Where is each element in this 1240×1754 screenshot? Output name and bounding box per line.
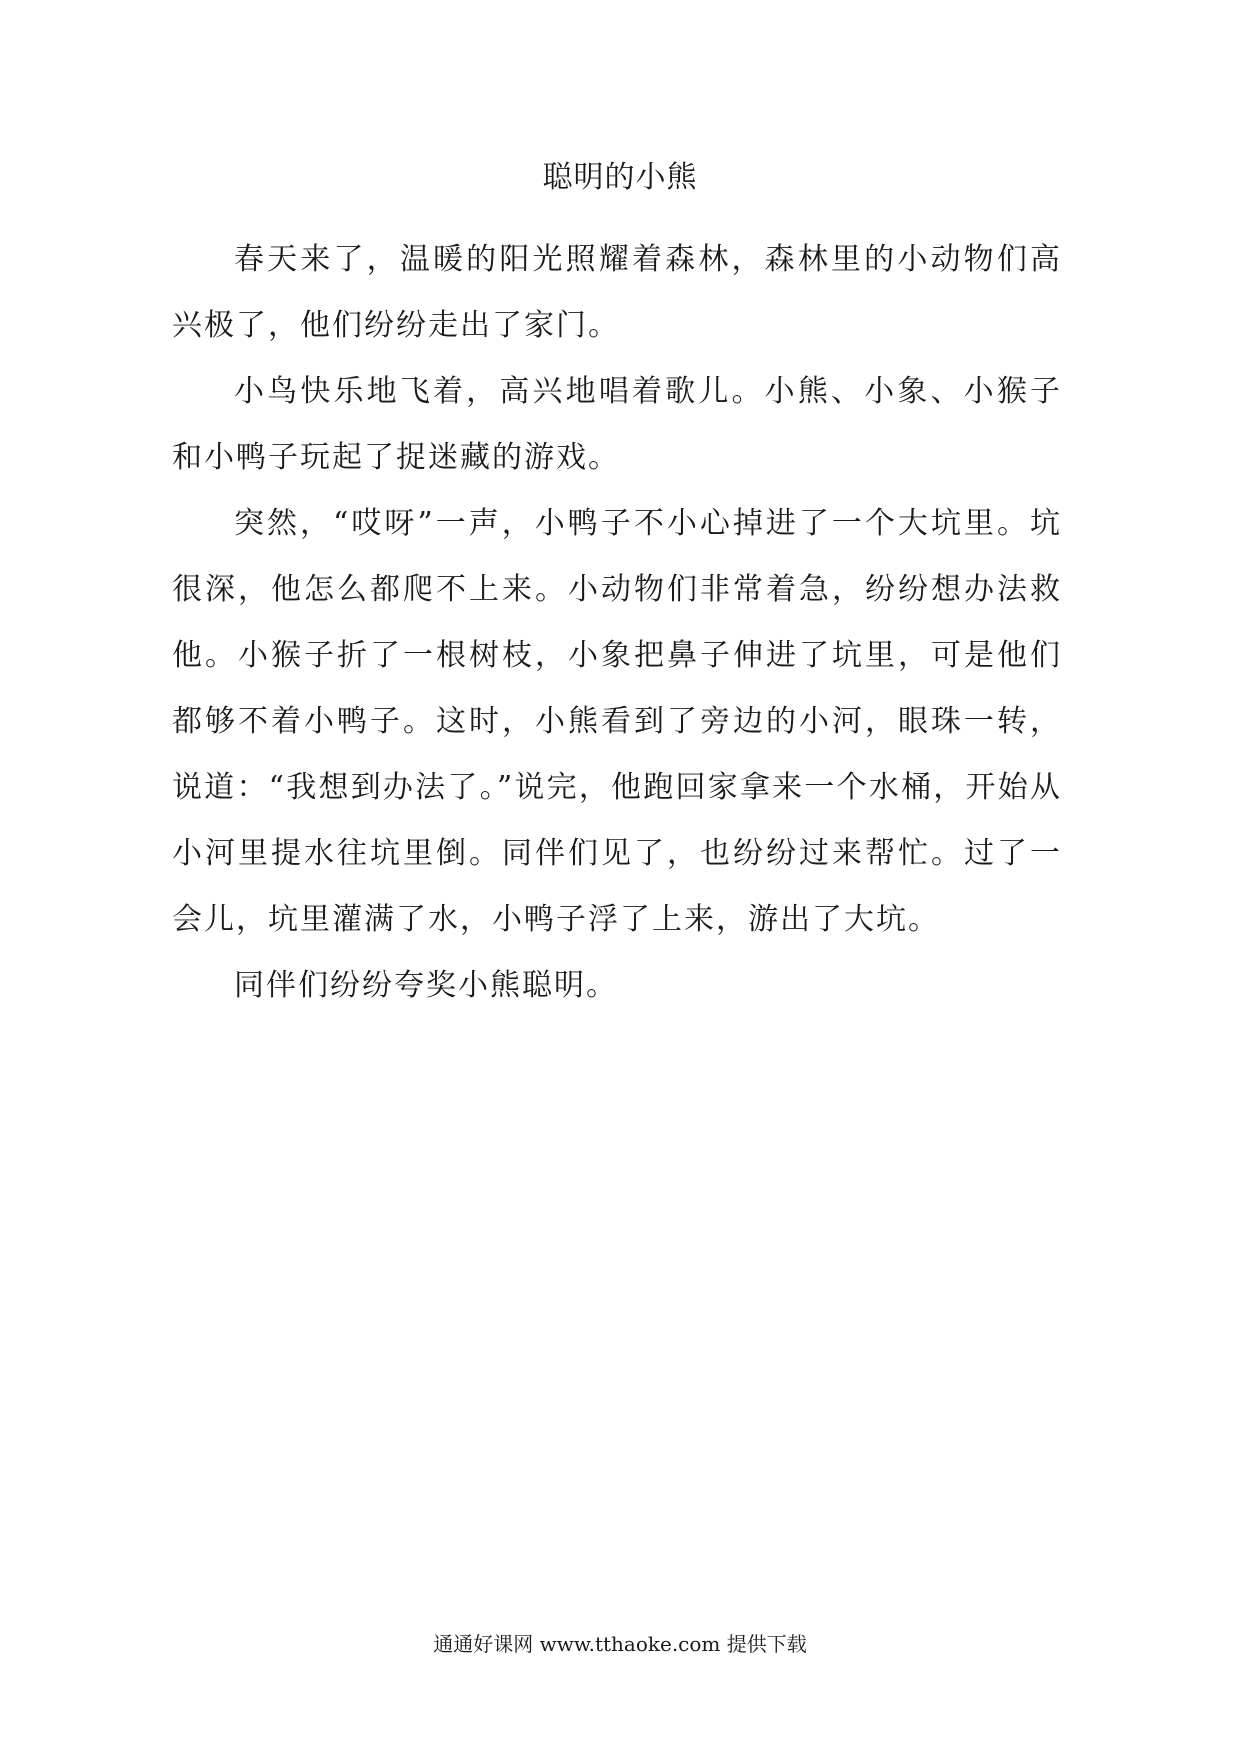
paragraph-2: 小鸟快乐地飞着，高兴地唱着歌儿。小熊、小象、小猴子和小鸭子玩起了捉迷藏的游戏。	[172, 374, 1062, 475]
download-footer: 通通好课网 www.tthaoke.com 提供下载	[433, 1632, 807, 1656]
story-title: 聪明的小熊	[542, 160, 698, 195]
story-body	[172, 227, 1062, 1019]
paragraph-4: 同伴们纷纷夸奖小熊聪明。	[234, 968, 618, 1003]
paragraph-3: 突然，“哎呀”一声，小鸭子不小心掉进了一个大坑里。坑很深，他怎么都爬不上来。小动物们非常着急，纷纷想办法救他。小猴子折了一根树枝，小象把鼻子伸进了坑里，可是他们都够不着小鸭子。这时，小熊看到了旁边的小河，眼珠一转，说道：“我想到办法了。”说完，他跑回家拿来一个水桶，开始从小河里提水往坑里倒。同伴们见了，也纷纷过来帮忙。过了一会儿，坑里灌满了水，小鸭子浮了上来，游出了大坑。	[172, 506, 1062, 937]
paragraph-1: 春天来了，温暖的阳光照耀着森林，森林里的小动物们高兴极了，他们纷纷走出了家门。	[172, 242, 1062, 343]
